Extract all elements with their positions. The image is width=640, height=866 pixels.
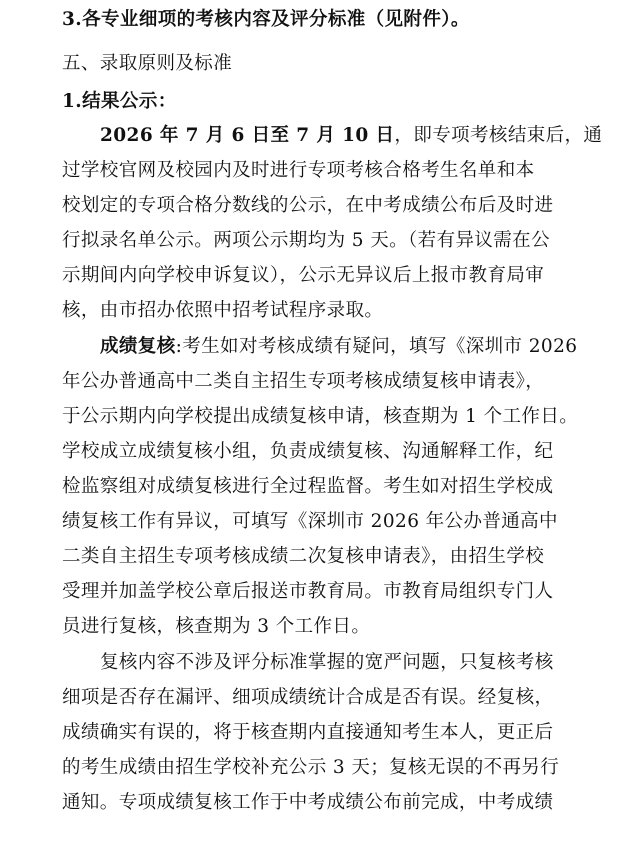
score-review-label: 成绩复核 (100, 336, 176, 357)
paragraph-line: 细项是否存在漏评、细项成绩统计合成是否有误。经复核， (62, 687, 554, 708)
paragraph-line: 成绩确实有误的，将于核查期内直接通知考生本人，更正后 (62, 722, 554, 743)
paragraph-line: 校划定的专项合格分数线的公示，在中考成绩公布后及时进 (62, 195, 554, 216)
paragraph-line: 的考生成绩由招生学校补充公示 3 天；复核无误的不再另行 (62, 757, 560, 778)
paragraph-line: 过学校官网及校园内及时进行专项考核合格考生名单和本 (62, 160, 535, 181)
assessment-heading: 3.各专业细项的考核内容及评分标准（见附件）。 (62, 9, 470, 30)
paragraph-line: 通知。专项成绩复核工作于中考成绩公布前完成，中考成绩 (62, 792, 554, 813)
paragraph-line: 绩复核工作有异议，可填写《深圳市 2026 年公办普通高中 (62, 511, 558, 532)
paragraph-line (100, 335, 578, 359)
paragraph-line: 复核内容不涉及评分标准掌握的宽严问题，只复核考核 (100, 652, 554, 673)
paragraph-text: :考生如对考核成绩有疑问，填写《深圳市 2026 (175, 336, 578, 357)
paragraph-line: 检监察组对成绩复核进行全过程监督。考生如对招生学校成 (62, 476, 554, 497)
paragraph-line: 于公示期内向学校提出成绩复核申请，核查期为 1 个工作日。 (62, 406, 579, 427)
paragraph-line: 行拟录名单公示。两项公示期均为 5 天。（若有异议需在公 (62, 230, 550, 251)
paragraph-line: 受理并加盖学校公章后报送市教育局。市教育局组织专门人 (62, 581, 554, 602)
publicity-dates: 2026 年 7 月 6 日至 7 月 10 日 (100, 125, 395, 146)
section-five-heading: 五、录取原则及标准 (62, 53, 233, 74)
paragraph-text: ，即专项考核结束后，通 (394, 125, 603, 146)
paragraph-line: 二类自主招生专项考核成绩二次复核申请表》，由招生学校 (62, 546, 545, 567)
paragraph-line: 年公办普通高中二类自主招生专项考核成绩复核申请表》， (62, 371, 545, 392)
results-subheading: 1.结果公示： (62, 91, 177, 112)
paragraph-line: 员进行复核，核查期为 3 个工作日。 (62, 616, 371, 637)
paragraph-line: 学校成立成绩复核小组，负责成绩复核、沟通解释工作，纪 (62, 441, 554, 462)
paragraph-line (100, 124, 603, 148)
paragraph-line: 示期间内向学校申诉复议），公示无异议后上报市教育局审 (62, 265, 545, 286)
paragraph-line: 核，由市招办依照中招考试程序录取。 (62, 300, 384, 321)
